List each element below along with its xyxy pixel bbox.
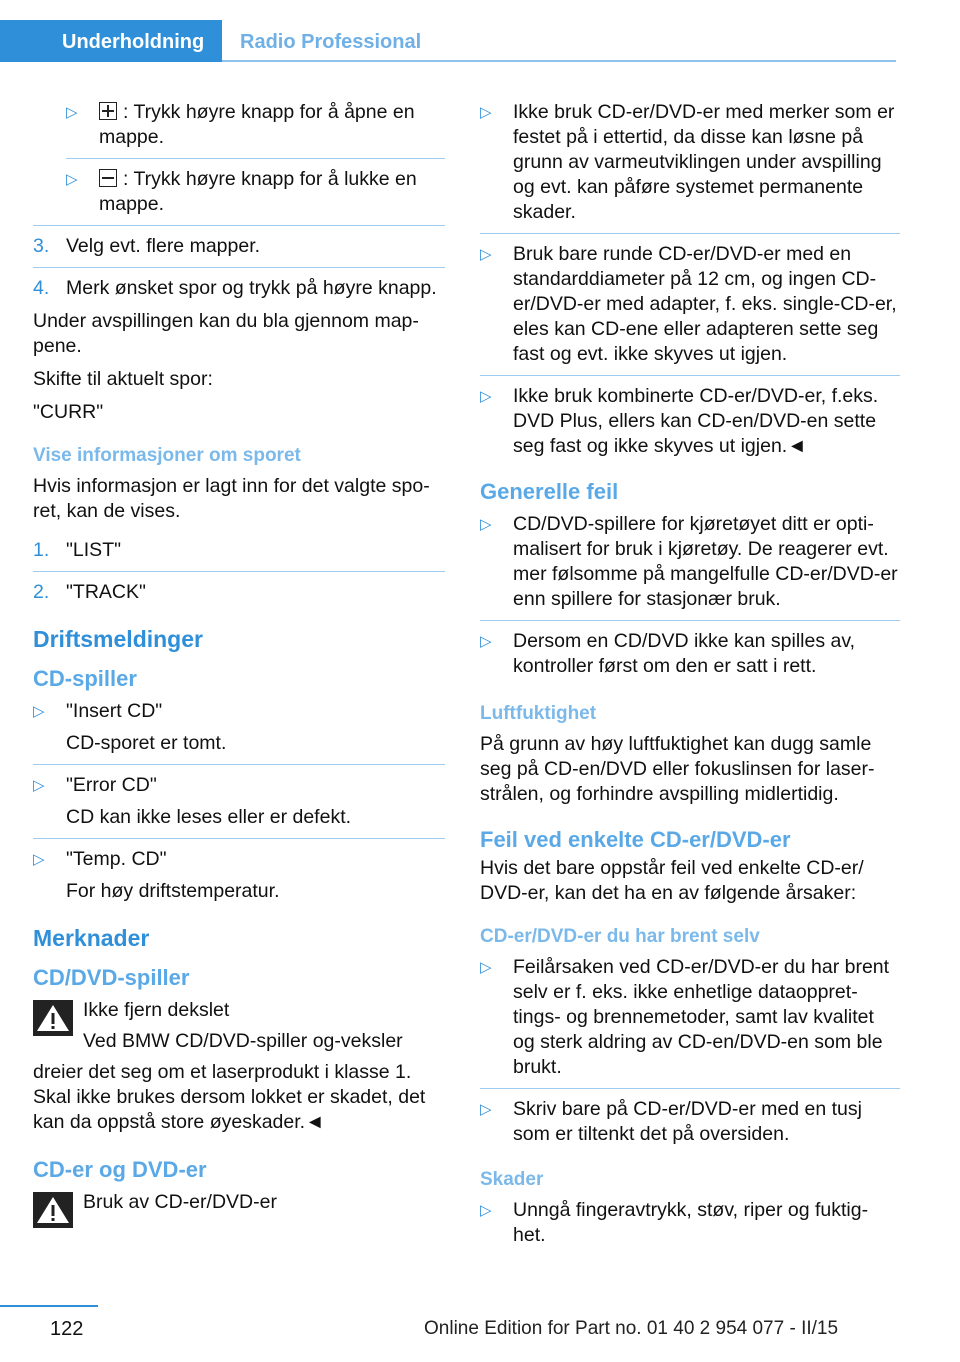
list-item: ▷ Dersom en CD/DVD ikke kan spilles av, kontroller først om den er satt i rett. (480, 630, 856, 677)
paragraph: På grunn av høy luftfuktighet kan dugg samle seg på CD-en/DVD eller fokuslinsen for laser-strålen, og forhindre avspilling midlertidig. (480, 733, 875, 805)
divider (480, 1088, 900, 1089)
bullet-icon: ▷ (66, 104, 78, 121)
list-item: ▷ Ikke bruk kombinerte CD-er/DVD-er, f.eks. DVD Plus, ellers kan CD-en/DVD-en sette seg fast og ikke skyves ut igjen.◄ (480, 385, 879, 457)
plus-box-icon (99, 102, 117, 120)
subheading: CD-er/DVD-er du har brent selv (480, 926, 760, 947)
warning-note: Ikke fjern dekslet Ved BMW CD/DVD-spiller og-veksler dreier det seg om et laserprodukt i klasse 1. Skal ikke brukes dersom lokket er skadet, det kan da oppstå store øyeskader.◄ (33, 999, 426, 1133)
divider (33, 571, 445, 572)
bullet-icon: ▷ (33, 851, 45, 868)
section-subheading: CD-er og DVD-er (33, 1157, 207, 1182)
bullet-icon: ▷ (33, 777, 45, 794)
list-item: ▷ CD/DVD-spillere for kjøretøyet ditt er opti-malisert for bruk i kjøretøy. De reagerer evt. mer følsomme på mangelfulle CD-er/DVD-er enn spillere for stasjonær bruk. (480, 513, 898, 610)
warning-icon (33, 1192, 73, 1228)
bullet-icon: ▷ (480, 516, 492, 533)
divider (33, 267, 445, 268)
section-subheading: Generelle feil (480, 479, 619, 504)
warning-note: Bruk av CD-er/DVD-er (33, 1190, 445, 1215)
divider (480, 375, 900, 376)
bullet-icon: ▷ (480, 1101, 492, 1118)
divider (480, 620, 900, 621)
list-item: ▷ Feilårsaken ved CD-er/DVD-er du har brent selv er f. eks. ikke enhetlige dataoppret-tings- og brennemetoder, samt lav kvalitet og sterk aldring av CD-en/DVD-en som ble brukt. (480, 956, 890, 1078)
step-item: 3. Velg evt. flere mapper. (33, 235, 261, 257)
subheading: Luftfuktighet (480, 703, 597, 724)
list-item: ▷ Ikke bruk CD-er/DVD-er med merker som er festet på i ettertid, da disse kan løsne på grunn av varmeutviklingen under avspilling og evt. kan påføre systemet permanente skader. (480, 101, 895, 223)
step-item: 1. "LIST" (33, 539, 122, 561)
paragraph: "CURR" (33, 401, 104, 423)
section-subheading: CD-spiller (33, 666, 137, 691)
list-item: ▷ Bruk bare runde CD-er/DVD-er med en standarddiameter på 12 cm, og ingen CD-er/DVD-er med adapter, f. eks. single-CD-er, eles kan CD-ene eller adapteren sette seg fast og evt. ikke skyves ut igjen. (480, 243, 897, 365)
page-number: 122 (50, 1318, 84, 1340)
right-column (480, 100, 900, 1256)
header-divider (222, 60, 896, 62)
divider (33, 225, 445, 226)
step-item: 2. "TRACK" (33, 581, 146, 603)
bullet-icon: ▷ (480, 959, 492, 976)
bullet-icon: ▷ (480, 633, 492, 650)
bullet-icon: ▷ (480, 104, 492, 121)
divider (66, 158, 445, 159)
paragraph: Skifte til aktuelt spor: (33, 368, 213, 390)
section-heading: Merknader (33, 925, 150, 951)
header-tab-underholdning[interactable]: Underholdning (0, 20, 222, 62)
step-item: 4. Merk ønsket spor og trykk på høyre knapp. (33, 277, 437, 299)
bullet-icon: ▷ (33, 703, 45, 720)
list-item: ▷ Skriv bare på CD-er/DVD-er med en tusj som er tiltenkt det på oversiden. (480, 1098, 862, 1145)
divider (480, 233, 900, 234)
header-tab-radio[interactable]: Radio Professional (240, 31, 422, 53)
bullet-icon: ▷ (66, 171, 78, 188)
section-subheading: Feil ved enkelte CD-er/DVD-er (480, 827, 791, 852)
list-item: ▷ : Trykk høyre knapp for å lukke en mappe. (66, 168, 417, 215)
list-item: ▷ "Insert CD" CD-sporet er tomt. (33, 700, 227, 754)
page-number-rule (0, 1305, 98, 1307)
bullet-icon: ▷ (480, 1202, 492, 1219)
bullet-icon: ▷ (480, 246, 492, 263)
section-heading: Driftsmeldinger (33, 626, 203, 652)
footer-text: Online Edition for Part no. 01 40 2 954 077 - II/15 (424, 1318, 839, 1339)
divider (33, 764, 445, 765)
minus-box-icon (99, 169, 117, 187)
bullet-icon: ▷ (480, 388, 492, 405)
paragraph: Hvis informasjon er lagt inn for det valgte spo-ret, kan de vises. (33, 475, 430, 522)
subheading: Vise informasjoner om sporet (33, 445, 301, 466)
list-item: ▷ "Error CD" CD kan ikke leses eller er defekt. (33, 774, 352, 828)
divider (33, 838, 445, 839)
section-subheading: CD/DVD-spiller (33, 965, 190, 990)
list-item: ▷ Unngå fingeravtrykk, støv, riper og fuktig-het. (480, 1199, 869, 1246)
left-column (33, 100, 445, 1221)
paragraph: Hvis det bare oppstår feil ved enkelte CD-er/ DVD-er, kan det ha en av følgende årsaker: (480, 857, 864, 904)
list-item: ▷ : Trykk høyre knapp for å åpne en mappe. (66, 101, 415, 148)
warning-icon (33, 1000, 73, 1036)
subheading: Skader (480, 1169, 544, 1190)
paragraph: Under avspillingen kan du bla gjennom map-pene. (33, 310, 419, 357)
list-item: ▷ "Temp. CD" For høy driftstemperatur. (33, 848, 280, 902)
